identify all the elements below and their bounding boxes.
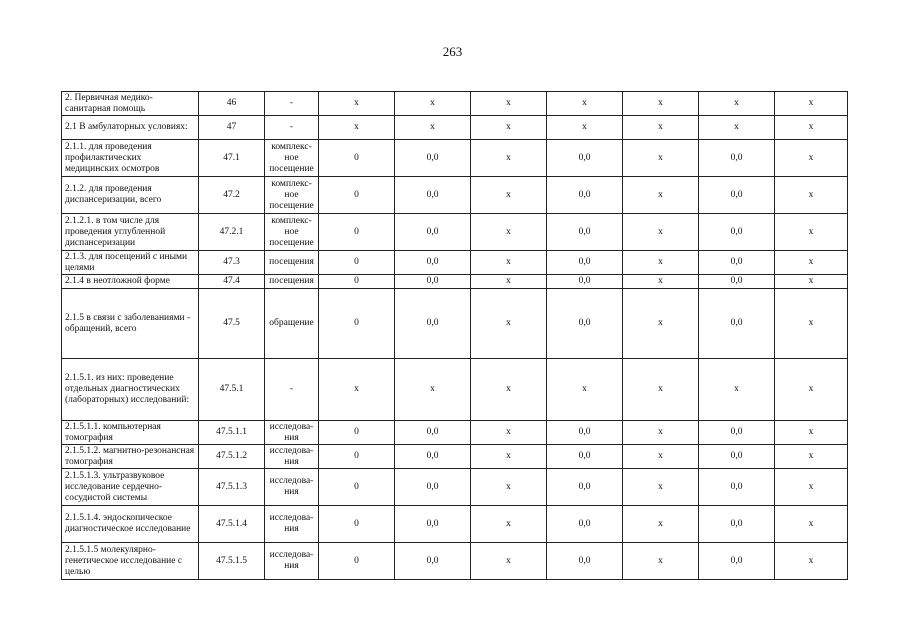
row-value-cell: х — [319, 92, 395, 116]
row-value-cell: х — [623, 214, 699, 251]
row-value-cell: 0,0 — [547, 445, 623, 469]
row-value-cell: х — [547, 92, 623, 116]
row-value-cell: 0 — [319, 543, 395, 580]
row-value-cell: х — [471, 275, 547, 289]
row-name-cell: 2.1.2. для проведения диспансеризации, всего — [62, 177, 199, 214]
row-name-cell: 2.1.5 в связи с заболеваниями - обращений, всего — [62, 289, 199, 359]
row-name-cell: 2.1 В амбулаторных условиях: — [62, 116, 199, 140]
table-row — [62, 543, 848, 580]
row-value-cell: х — [775, 177, 848, 214]
row-value-cell: х — [395, 116, 471, 140]
page-number: 263 — [442, 44, 463, 59]
table-row — [62, 469, 848, 506]
row-value-cell: 0 — [319, 421, 395, 445]
row-value-cell: х — [471, 289, 547, 359]
table-row — [62, 140, 848, 177]
row-value-cell: х — [775, 116, 848, 140]
row-value-cell: 0 — [319, 469, 395, 506]
row-unit-cell: комплекс-ное посещение — [265, 214, 319, 251]
row-code-cell: 47.2 — [199, 177, 265, 214]
data-table — [61, 91, 848, 580]
row-value-cell: 0,0 — [699, 275, 775, 289]
row-unit-cell: посещения — [265, 275, 319, 289]
row-value-cell: х — [395, 92, 471, 116]
row-value-cell: х — [547, 359, 623, 421]
row-value-cell: 0,0 — [395, 289, 471, 359]
row-value-cell: 0 — [319, 289, 395, 359]
row-name-cell: 2.1.2.1. в том числе для проведения углубленной диспансеризации — [62, 214, 199, 251]
row-value-cell: 0 — [319, 275, 395, 289]
row-value-cell: х — [623, 92, 699, 116]
row-name-cell: 2.1.1. для проведения профилактических медицинских осмотров — [62, 140, 199, 177]
table-row — [62, 251, 848, 275]
row-value-cell: х — [775, 445, 848, 469]
row-value-cell: 0,0 — [547, 251, 623, 275]
row-value-cell: 0,0 — [395, 177, 471, 214]
row-unit-cell: исследова-ния — [265, 421, 319, 445]
row-value-cell: 0,0 — [395, 251, 471, 275]
row-value-cell: х — [319, 116, 395, 140]
row-code-cell: 47.5.1.5 — [199, 543, 265, 580]
table-row — [62, 177, 848, 214]
row-value-cell: 0,0 — [699, 140, 775, 177]
row-code-cell: 47.5.1 — [199, 359, 265, 421]
row-value-cell: х — [471, 140, 547, 177]
row-value-cell: х — [471, 445, 547, 469]
row-value-cell: х — [623, 469, 699, 506]
row-value-cell: 0,0 — [547, 214, 623, 251]
row-value-cell: 0,0 — [547, 421, 623, 445]
row-value-cell: 0,0 — [699, 543, 775, 580]
row-value-cell: 0 — [319, 506, 395, 543]
row-value-cell: 0,0 — [547, 506, 623, 543]
row-code-cell: 47.5.1.3 — [199, 469, 265, 506]
row-name-cell: 2.1.5.1.5 молекулярно-генетическое исследование с целью — [62, 543, 199, 580]
row-unit-cell: посещения — [265, 251, 319, 275]
row-value-cell: х — [699, 116, 775, 140]
row-value-cell: х — [623, 140, 699, 177]
row-value-cell: 0,0 — [547, 469, 623, 506]
row-unit-cell: исследова-ния — [265, 506, 319, 543]
row-value-cell: х — [471, 214, 547, 251]
row-unit-cell: - — [265, 359, 319, 421]
row-unit-cell: - — [265, 92, 319, 116]
row-value-cell: х — [471, 116, 547, 140]
table-row — [62, 92, 848, 116]
row-value-cell: х — [623, 177, 699, 214]
row-value-cell: х — [471, 359, 547, 421]
row-unit-cell: исследова-ния — [265, 469, 319, 506]
row-code-cell: 47.4 — [199, 275, 265, 289]
row-value-cell: х — [775, 140, 848, 177]
row-name-cell: 2.1.5.1.3. ультразвуковое исследование сердечно-сосудистой системы — [62, 469, 199, 506]
row-value-cell: х — [775, 289, 848, 359]
row-code-cell: 47.1 — [199, 140, 265, 177]
row-value-cell: 0 — [319, 177, 395, 214]
row-code-cell: 47.5.1.4 — [199, 506, 265, 543]
row-value-cell: 0,0 — [395, 445, 471, 469]
row-value-cell: 0,0 — [699, 214, 775, 251]
row-value-cell: х — [775, 421, 848, 445]
row-value-cell: х — [623, 445, 699, 469]
table-row — [62, 116, 848, 140]
table-row — [62, 289, 848, 359]
row-code-cell: 47.3 — [199, 251, 265, 275]
row-value-cell: 0,0 — [699, 421, 775, 445]
row-code-cell: 47.5.1.2 — [199, 445, 265, 469]
row-value-cell: 0 — [319, 445, 395, 469]
table-row — [62, 445, 848, 469]
table-row — [62, 506, 848, 543]
row-value-cell: х — [623, 116, 699, 140]
row-value-cell: х — [471, 506, 547, 543]
row-value-cell: х — [623, 289, 699, 359]
row-name-cell: 2.1.4 в неотложной форме — [62, 275, 199, 289]
row-code-cell: 46 — [199, 92, 265, 116]
row-value-cell: 0,0 — [699, 469, 775, 506]
row-name-cell: 2. Первичная медико-санитарная помощь — [62, 92, 199, 116]
row-value-cell: 0,0 — [395, 421, 471, 445]
table-row — [62, 214, 848, 251]
row-unit-cell: исследова-ния — [265, 543, 319, 580]
row-code-cell: 47.5.1.1 — [199, 421, 265, 445]
row-value-cell: х — [623, 359, 699, 421]
row-name-cell: 2.1.3. для посещений с иными целями — [62, 251, 199, 275]
row-value-cell: х — [471, 543, 547, 580]
row-value-cell: 0,0 — [699, 289, 775, 359]
row-value-cell: 0,0 — [395, 543, 471, 580]
row-value-cell: 0,0 — [699, 506, 775, 543]
row-code-cell: 47.5 — [199, 289, 265, 359]
row-value-cell: х — [471, 92, 547, 116]
row-value-cell: 0,0 — [547, 140, 623, 177]
row-value-cell: 0,0 — [395, 214, 471, 251]
row-value-cell: х — [623, 421, 699, 445]
row-value-cell: 0 — [319, 140, 395, 177]
row-unit-cell: исследова-ния — [265, 445, 319, 469]
row-value-cell: 0 — [319, 251, 395, 275]
row-value-cell: 0,0 — [547, 543, 623, 580]
row-code-cell: 47.2.1 — [199, 214, 265, 251]
row-value-cell: х — [547, 116, 623, 140]
row-value-cell: 0,0 — [395, 469, 471, 506]
row-value-cell: х — [775, 543, 848, 580]
row-value-cell: х — [775, 214, 848, 251]
row-value-cell: 0,0 — [547, 275, 623, 289]
row-unit-cell: - — [265, 116, 319, 140]
row-name-cell: 2.1.5.1.1. компьютерная томография — [62, 421, 199, 445]
table-row — [62, 359, 848, 421]
table-row — [62, 421, 848, 445]
row-value-cell: 0,0 — [699, 251, 775, 275]
row-value-cell: 0,0 — [699, 445, 775, 469]
row-value-cell: х — [623, 275, 699, 289]
row-unit-cell: комплекс-ное посещение — [265, 177, 319, 214]
row-code-cell: 47 — [199, 116, 265, 140]
row-name-cell: 2.1.5.1.4. эндоскопическое диагностическое исследование — [62, 506, 199, 543]
row-value-cell: х — [319, 359, 395, 421]
row-value-cell: 0,0 — [395, 140, 471, 177]
row-value-cell: 0,0 — [395, 506, 471, 543]
row-value-cell: 0,0 — [547, 177, 623, 214]
row-value-cell: х — [471, 421, 547, 445]
row-value-cell: х — [775, 469, 848, 506]
row-value-cell: х — [471, 469, 547, 506]
row-value-cell: х — [471, 177, 547, 214]
row-value-cell: х — [699, 92, 775, 116]
row-value-cell: х — [699, 359, 775, 421]
row-value-cell: х — [775, 92, 848, 116]
row-name-cell: 2.1.5.1.2. магнитно-резонансная томография — [62, 445, 199, 469]
row-value-cell: х — [623, 543, 699, 580]
row-value-cell: 0,0 — [699, 177, 775, 214]
row-value-cell: х — [395, 359, 471, 421]
row-value-cell: х — [471, 251, 547, 275]
row-value-cell: х — [623, 251, 699, 275]
table-row — [62, 275, 848, 289]
row-unit-cell: комплекс-ное посещение — [265, 140, 319, 177]
row-value-cell: 0,0 — [395, 275, 471, 289]
row-value-cell: 0,0 — [547, 289, 623, 359]
row-value-cell: х — [775, 506, 848, 543]
row-value-cell: х — [775, 251, 848, 275]
row-name-cell: 2.1.5.1. из них: проведение отдельных диагностических (лабораторных) исследований: — [62, 359, 199, 421]
row-value-cell: х — [775, 275, 848, 289]
row-value-cell: х — [775, 359, 848, 421]
row-unit-cell: обращение — [265, 289, 319, 359]
row-value-cell: 0 — [319, 214, 395, 251]
row-value-cell: х — [623, 506, 699, 543]
